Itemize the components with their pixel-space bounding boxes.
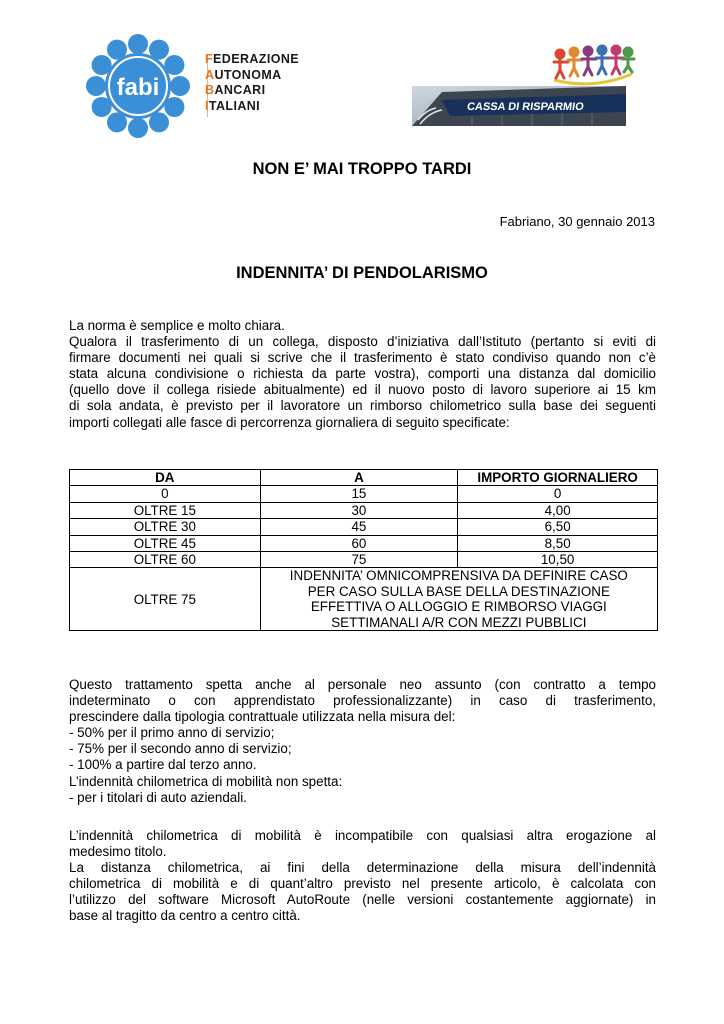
table-cell: OLTRE 15 bbox=[70, 502, 261, 518]
text-line: stata alcuna condivisione o richiesta da parte vostra), comporti una distanza dal domicilio bbox=[69, 366, 656, 382]
text-line: base al tragitto da centro a centro città. bbox=[69, 908, 301, 924]
text-line: Questo trattamento spetta anche al personale neo assunto (con contratto a tempo bbox=[69, 677, 656, 692]
federation-line: ITALIANI bbox=[205, 98, 261, 113]
text-line: di sola andata, è previsto per il lavoratore un rimborso chilometrico sulla base dei seguenti bbox=[69, 398, 656, 414]
main-title: NON E’ MAI TROPPO TARDI bbox=[252, 160, 472, 178]
text-line: La norma è semplice e molto chiara. bbox=[69, 318, 285, 333]
column-header-da: DA bbox=[70, 470, 261, 486]
text-line: La distanza chilometrica, ai fini della determinazione della misura dell’indennità bbox=[69, 860, 656, 876]
table-cell: 6,50 bbox=[458, 519, 658, 535]
table-row bbox=[70, 552, 658, 568]
table-cell: OLTRE 45 bbox=[70, 535, 261, 551]
table-cell: 4,00 bbox=[458, 502, 658, 518]
table-header-row bbox=[70, 470, 658, 486]
column-header-a: A bbox=[260, 470, 458, 486]
note-line: PER CASO SULLA BASE DELLA DESTINAZIONE bbox=[307, 583, 610, 599]
table-row bbox=[70, 535, 658, 551]
bank-sign-text: CASSA DI RISPARMIO bbox=[466, 101, 585, 113]
text-line: - 50% per il primo anno di servizio; bbox=[69, 725, 275, 741]
federation-line: BANCARI bbox=[205, 83, 266, 97]
text-line: Qualora il trasferimento di un collega, disposto d’iniziativa dall’Istituto (pertanto si eviti di bbox=[69, 334, 656, 350]
table-row bbox=[70, 486, 658, 502]
table-cell: 0 bbox=[458, 486, 658, 502]
text-line: - 75% per il secondo anno di servizio; bbox=[69, 741, 292, 757]
text-line: medesimo titolo. bbox=[69, 844, 167, 860]
treatment-paragraph bbox=[69, 677, 656, 806]
text-line: (quello dove il collega risiede abitualmente) ed il nuovo posto di lavoro superiore ai 15 km bbox=[69, 382, 656, 398]
mileage-rates-table bbox=[69, 469, 658, 631]
table-cell: 15 bbox=[260, 486, 458, 502]
table-cell: 75 bbox=[260, 552, 458, 568]
table-row bbox=[70, 519, 658, 535]
text-line: L’indennità chilometrica di mobilità non spetta: bbox=[69, 773, 343, 789]
intro-paragraph bbox=[69, 318, 656, 431]
text-line: indeterminato o con apprendistato professionalizzante) in caso di trasferimento, bbox=[69, 693, 656, 709]
section-title: INDENNITA’ DI PENDOLARISMO bbox=[236, 264, 488, 282]
text-line: L’indennità chilometrica di mobilità è incompatibile con qualsiasi altra erogazione al bbox=[69, 828, 656, 843]
text-line: - per i titolari di auto aziendali. bbox=[69, 789, 247, 805]
table-row bbox=[70, 502, 658, 518]
table-cell: OLTRE 30 bbox=[70, 519, 261, 535]
table-cell: 8,50 bbox=[458, 535, 658, 551]
text-line: - 100% a partire dal terzo anno. bbox=[69, 757, 257, 773]
text-line: firmare documenti nei quali si scrive che il trasferimento è stato condiviso quando non c’è bbox=[69, 350, 656, 366]
closing-paragraph bbox=[69, 828, 656, 925]
table-row-last bbox=[70, 568, 658, 631]
column-header-importo: IMPORTO GIORNALIERO bbox=[458, 470, 658, 486]
note-line: EFFETTIVA O ALLOGGIO E RIMBORSO VIAGGI bbox=[310, 599, 607, 615]
table-cell: 60 bbox=[260, 535, 458, 551]
note-line: SETTIMANALI A/R CON MEZZI PUBBLICI bbox=[331, 614, 587, 630]
bank-building-photo bbox=[412, 86, 626, 126]
table-cell: 45 bbox=[260, 519, 458, 535]
table-cell: 30 bbox=[260, 502, 458, 518]
table-cell: 10,50 bbox=[458, 552, 658, 568]
table-cell: OLTRE 75 bbox=[70, 568, 261, 631]
table-cell: 0 bbox=[70, 486, 261, 502]
fabi-logo bbox=[86, 34, 190, 138]
note-line: INDENNITA’ OMNICOMPRENSIVA DA DEFINIRE CASO bbox=[289, 568, 628, 584]
document-date: Fabriano, 30 gennaio 2013 bbox=[499, 214, 655, 229]
federation-line: AUTONOMA bbox=[205, 67, 282, 82]
text-line: importi collegati alle fasce di percorrenza giornaliera di seguito specificate: bbox=[69, 414, 510, 430]
table-note-cell bbox=[260, 568, 657, 631]
text-line: prescindere dalla tipologia contrattuale utilizzata nella misura del: bbox=[69, 709, 456, 725]
federation-line: FEDERAZIONE bbox=[205, 52, 299, 66]
federation-name bbox=[205, 52, 299, 114]
people-chain-logo bbox=[550, 44, 636, 86]
text-line: l’utilizzo del software Microsoft AutoRoute (nelle versioni costantemente aggiornate) in bbox=[69, 892, 656, 908]
text-line: chilometrica di mobilità e di quant’altro previsto nel presente articolo, è calcolata con bbox=[69, 876, 656, 892]
fabi-logo-text: fabi bbox=[116, 74, 160, 101]
table-cell: OLTRE 60 bbox=[70, 552, 261, 568]
